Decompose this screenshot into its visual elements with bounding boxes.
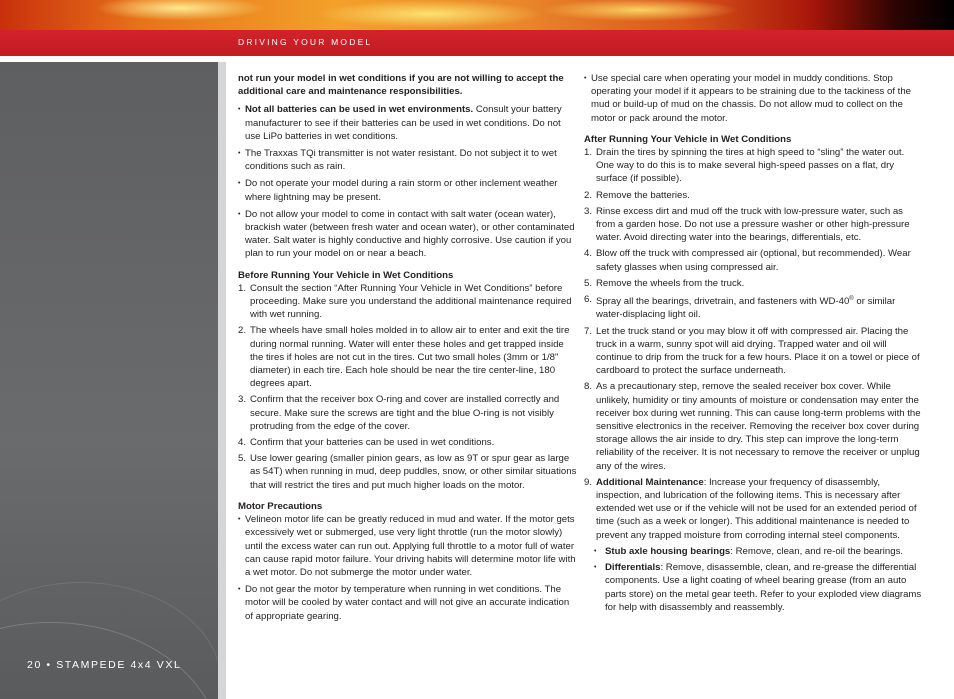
sidebar-swoosh-inner <box>0 582 218 699</box>
numbered-item: 1. Consult the section “After Running Your Vehicle in Wet Conditions” before proceeding. Make sure you understand the additional maintenance required with wet running. <box>238 282 572 321</box>
numbered-item: 5. Remove the wheels from the truck. <box>584 277 745 289</box>
section-title: DRIVING YOUR MODEL <box>238 37 373 47</box>
sub-bullet-item: • Differentials: Remove, disassemble, clean, and re-grease the differential components. Use a light coating of wheel bearing grease (from an auto parts store) on the metal gear teeth. Refer to your exploded view diagrams for help with disassembly and reassembly. <box>584 561 922 614</box>
header-flame-graphic <box>0 0 954 30</box>
numbered-item: 7. Let the truck stand or you may blow it off with compressed air. Placing the truck in a warm, sunny spot will aid drying. Trapped water and oil will continue to drip from the truck for a few hours. Place it on a towel or piece of cardboard to protect the surface underneath. <box>584 325 920 377</box>
sub-bullet-item: • Stub axle housing bearings: Remove, clean, and re-oil the bearings. <box>584 545 922 558</box>
numbered-item: 4. Blow off the truck with compressed air (optional, but recommended). Wear safety glasses when using compressed air. <box>584 248 911 273</box>
column-right <box>584 72 922 617</box>
bullet-item: • Not all batteries can be used in wet environments. Consult your battery manufacturer to see if their batteries can be used in wet conditions. Do not use LiPo batteries in wet conditions. <box>238 103 578 143</box>
bullet-item: • Do not operate your model during a rain storm or other inclement weather where lightning may be present. <box>238 177 578 203</box>
numbered-item: 5. Use lower gearing (smaller pinion gears, as low as 9T or spur gear as large as 54T) when running in mud, deep puddles, snow, or other similar situations that will restrict the tires and put much higher loads on the motor. <box>238 453 577 491</box>
bullet-item: • The Traxxas TQi transmitter is not water resistant. Do not subject it to wet conditions such as rain. <box>238 147 578 173</box>
header-band <box>0 30 954 56</box>
section-heading: Motor Precautions <box>238 500 323 512</box>
bullet-item: • Do not allow your model to come in contact with salt water (ocean water), brackish water (between fresh water and ocean water), or other contaminated water. Salt water is highly conductive and highly corrosive. Use caution if you plan to run your model on or near a beach. <box>238 208 578 261</box>
bullet-item: • Do not gear the motor by temperature when running in wet conditions. The motor will be cooled by water contact and will not give an accurate indication of appropriate gearing. <box>238 583 578 623</box>
numbered-item: 2. Remove the batteries. <box>584 189 690 201</box>
numbered-item: 3. Rinse excess dirt and mud off the truck with low-pressure water, such as from a garden hose. Do not use a pressure washer or other high-pressure water. Avoid directing water into the bearings, differentials, etc. <box>584 205 910 244</box>
column-left <box>238 72 578 627</box>
numbered-item: 3. Confirm that the receiver box O-ring and cover are installed correctly and secure. Make sure the screws are tight and the blue O-ring is not visibly protruding from the edge of the cover. <box>238 394 560 432</box>
bullet-item: • Velineon motor life can be greatly reduced in mud and water. If the motor gets excessively wet or submerged, use very light throttle (run the motor slowly) until the excess water can run out. Applying full throttle to a motor full of water can cause rapid motor failure. Your driving habits will determine motor life with a wet motor. Do not submerge the motor under water. <box>238 513 578 579</box>
bullet-item: • Use special care when operating your model in muddy conditions. Stop operating your model if it appears to be straining due to the tackiness of the mud or build-up of mud on the chassis. Do not allow mud to collect on the motor or pack around the motor. <box>584 72 922 125</box>
sidebar-panel <box>0 62 218 699</box>
numbered-item: 2. The wheels have small holes molded in to allow air to enter and exit the tire during normal running. Water will enter these holes and get trapped inside the tires if holes are not cut in the tires. Cut two small holes (3mm or 1/8" diameter) in each tire. Each hole should be near the tire center-line, 180 degrees apart. <box>238 325 570 390</box>
numbered-item: 6. Spray all the bearings, drivetrain, and fasteners with WD-40® or similar water-displacing light oil. <box>584 294 896 321</box>
page-footer: 20 • STAMPEDE 4x4 VXL <box>27 659 182 671</box>
numbered-item: 1. Drain the tires by spinning the tires at high speed to “sling” the water out. One way to do this is to make several high-speed passes on a flat, dry surface (if possible). <box>584 147 905 185</box>
section-heading: After Running Your Vehicle in Wet Conditions <box>584 133 792 145</box>
sidebar-divider <box>218 62 226 699</box>
intro-text: not run your model in wet conditions if you are not willing to accept the additional care and maintenance responsibilities. <box>238 73 564 98</box>
numbered-item: 4. Confirm that your batteries can be used in wet conditions. <box>238 437 495 449</box>
section-heading: Before Running Your Vehicle in Wet Conditions <box>238 269 454 281</box>
numbered-item: 9. Additional Maintenance: Increase your frequency of disassembly, inspection, and lubrication of the following items. This is necessary after extended wet use or if the vehicle will not be used for an extended period of time (such as a week or longer). This additional maintenance is needed to prevent any trapped moisture from corroding internal steel components. <box>584 476 917 541</box>
numbered-item: 8. As a precautionary step, remove the sealed receiver box cover. While unlikely, humidity or tiny amounts of moisture or condensation may enter the receiver box during wet running. This can cause long-term problems with the sensitive electronics in the receiver. Removing the receiver box cover during storage allows the air inside to dry. This step can improve the long-term reliability of the receiver. It is not necessary to remove the receiver or unplug any of the wires. <box>584 381 921 472</box>
